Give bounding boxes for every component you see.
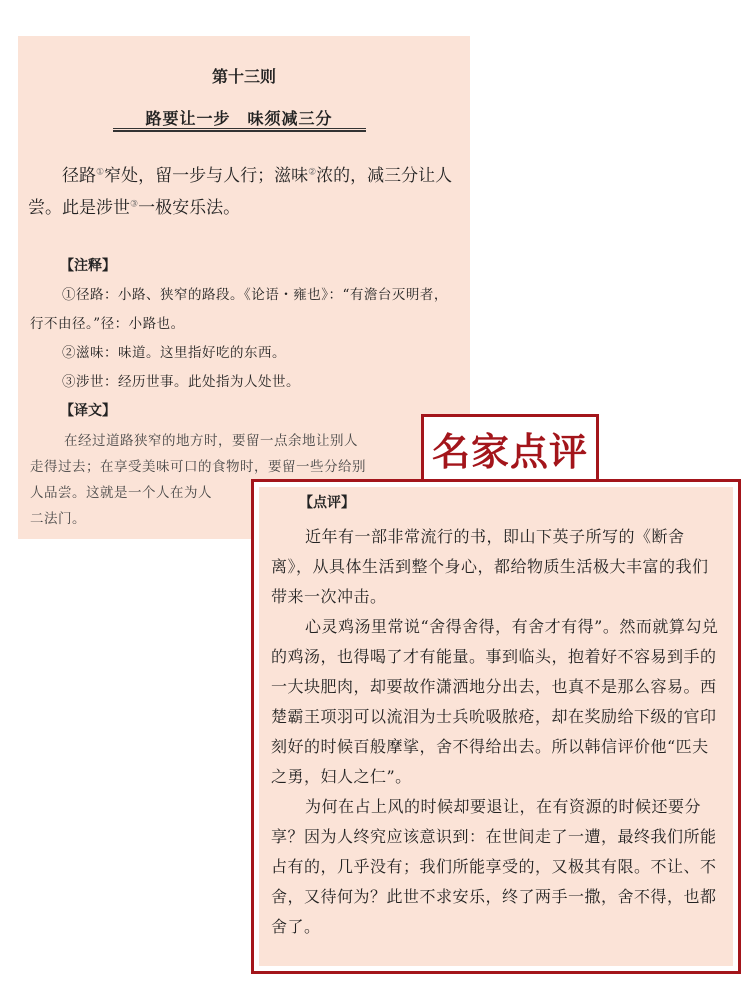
translation-line: 二法门。 bbox=[30, 511, 86, 527]
translation-line: 走得过去；在享受美味可口的食物时，要留一些分给别 bbox=[30, 459, 366, 475]
review-heading: 【点评】 bbox=[299, 495, 355, 511]
note-item: ③涉世：经历世事。此处指为人处世。 bbox=[62, 374, 300, 390]
review-paragraph: 心灵鸡汤里常说“舍得舍得，有舍才有得”。然而就算勾兑的鸡汤，也得喝了才有能量。事到临头，抱着好不容易到手的一大块肥肉，却要故作潇洒地分出去，也真不是那么容易。西楚霸王项羽可以流泪为士兵吮吸脓疮，却在奖励给下级的官印刻好的时候百般摩挲，舍不得给出去。所以韩信评价他“匹夫之勇，妇人之仁”。 bbox=[271, 617, 719, 786]
footnote-marker: ③ bbox=[130, 199, 139, 210]
title-underline bbox=[113, 128, 366, 129]
footnote-marker: ① bbox=[96, 167, 105, 178]
review-paragraph: 近年有一部非常流行的书，即山下英子所写的《断舍离》，从具体生活到整个身心，都给物质生活极大丰富的我们带来一次冲击。 bbox=[271, 527, 709, 606]
footnote-marker: ② bbox=[308, 167, 317, 178]
review-paragraph: 为何在占上风的时候却要退让，在有资源的时候还要分享？因为人终究应该意识到：在世间走了一遭，最终我们所能占有的，几乎没有；我们所能享受的，又极其有限。不让、不舍，又待何为？此世不求安乐，终了两手一撒，舍不得，也都舍了。 bbox=[271, 797, 717, 936]
classic-text-page bbox=[18, 36, 470, 539]
text-segment: 一极安乐法。 bbox=[138, 198, 241, 218]
expert-comment-label-text: 名家点评 bbox=[431, 429, 588, 474]
text-segment: 窄处，留一步与人行；滋味 bbox=[104, 166, 309, 186]
notes-heading: 【注释】 bbox=[60, 258, 116, 274]
review-body bbox=[271, 522, 721, 942]
translation-line: 人品尝。这就是一个人在为人 bbox=[30, 485, 212, 501]
text-segment: 径路 bbox=[62, 166, 96, 186]
review-panel bbox=[251, 479, 741, 974]
translation-heading: 【译文】 bbox=[60, 403, 116, 419]
chapter-number: 第十三则 bbox=[211, 67, 276, 86]
text-segment: 浓的，减三分让人尝。此是涉世 bbox=[28, 166, 453, 218]
translation-line: 在经过道路狭窄的地方时，要留一点余地让别人 bbox=[64, 433, 358, 449]
title-underline-thick bbox=[113, 130, 366, 132]
note-item: ②滋味：味道。这里指好吃的东西。 bbox=[62, 345, 286, 361]
expert-comment-label bbox=[421, 414, 599, 482]
original-text bbox=[28, 160, 460, 224]
note-item: ①径路：小路、狭窄的路段。《论语・雍也》：“有澹台灭明者，行不由径。”径：小路也。 bbox=[30, 287, 448, 332]
notes-list bbox=[30, 281, 460, 397]
chapter-title: 路要让一步 味须减三分 bbox=[145, 109, 333, 128]
